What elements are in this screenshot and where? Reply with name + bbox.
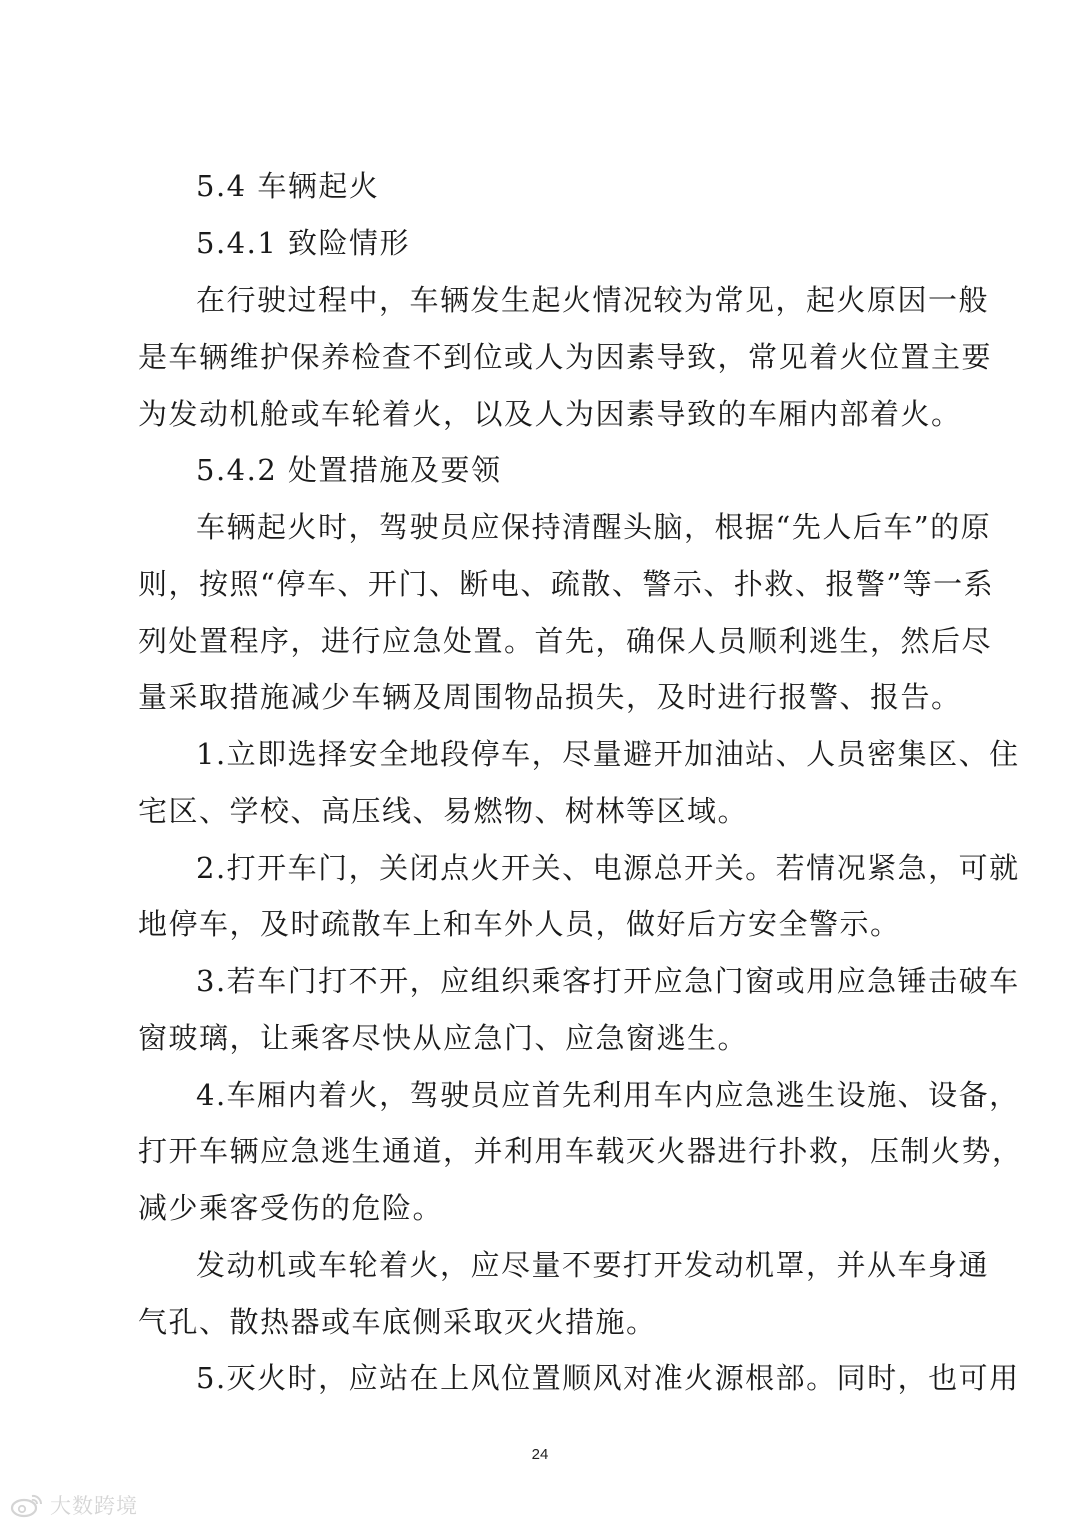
paragraph-line: 宅区、学校、高压线、易燃物、树林等区域。 <box>138 794 749 828</box>
page-number: 24 <box>531 1446 549 1463</box>
paragraph-line: 5.灭火时，应站在上风位置顺风对准火源根部。同时，也可用 <box>196 1361 1020 1395</box>
paragraph-line: 列处置程序，进行应急处置。首先，确保人员顺利逃生，然后尽 <box>138 624 993 658</box>
paragraph-line: 在行驶过程中，车辆发生起火情况较为常见，起火原因一般 <box>196 283 990 317</box>
paragraph-line: 车辆起火时，驾驶员应保持清醒头脑，根据“先人后车”的原 <box>196 510 992 544</box>
paragraph-line: 窗玻璃，让乘客尽快从应急门、应急窗逃生。 <box>138 1021 749 1055</box>
paragraph-line: 2.打开车门，关闭点火开关、电源总开关。若情况紧急，可就 <box>196 851 1020 885</box>
paragraph-line: 3.若车门打不开，应组织乘客打开应急门窗或用应急锤击破车 <box>196 964 1020 998</box>
paragraph-line: 发动机或车轮着火，应尽量不要打开发动机罩，并从车身通 <box>196 1248 990 1282</box>
watermark-text: 大数跨境 <box>50 1494 138 1518</box>
section-heading-5-4: 5.4 车辆起火 <box>196 169 380 203</box>
paragraph-line: 则，按照“停车、开门、断电、疏散、警示、扑救、报警”等一系 <box>138 567 995 601</box>
section-heading-5-4-2: 5.4.2 处置措施及要领 <box>196 453 502 487</box>
paragraph-line: 减少乘客受伤的危险。 <box>138 1191 444 1225</box>
paragraph-line: 气孔、散热器或车底侧采取灭火措施。 <box>138 1305 657 1339</box>
paragraph-line: 是车辆维护保养检查不到位或人为因素导致，常见着火位置主要 <box>138 340 993 374</box>
section-heading-5-4-1: 5.4.1 致险情形 <box>196 226 411 260</box>
paragraph-line: 为发动机舱或车轮着火，以及人为因素导致的车厢内部着火。 <box>138 397 962 431</box>
paragraph-line: 打开车辆应急逃生通道，并利用车载灭火器进行扑救，压制火势， <box>138 1134 1023 1168</box>
paragraph-line: 4.车厢内着火，驾驶员应首先利用车内应急逃生设施、设备， <box>196 1078 1020 1112</box>
paragraph-line: 1.立即选择安全地段停车，尽量避开加油站、人员密集区、住 <box>196 737 1020 771</box>
paragraph-line: 量采取措施减少车辆及周围物品损失，及时进行报警、报告。 <box>138 680 962 714</box>
weibo-logo-icon <box>10 1492 44 1518</box>
watermark <box>10 1490 138 1520</box>
paragraph-line: 地停车，及时疏散车上和车外人员，做好后方安全警示。 <box>138 907 901 941</box>
